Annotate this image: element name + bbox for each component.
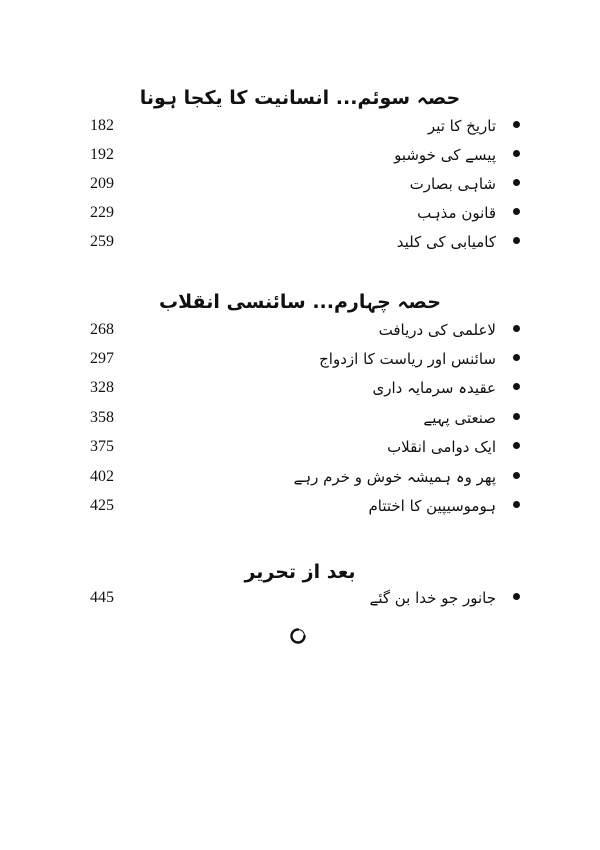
- bullet-icon: [513, 442, 520, 449]
- entry-title: عقیدہ سرمایہ داری: [372, 379, 496, 397]
- bullet-icon: [513, 150, 520, 157]
- entry-title: سائنس اور ریاست کا ازدواج: [319, 350, 496, 368]
- entry-title: صنعتی پہیے: [423, 409, 496, 427]
- entry-title: ہوموسیپین کا اختتام: [368, 497, 496, 515]
- page-number: 259: [90, 233, 114, 250]
- page-number: 229: [90, 204, 114, 221]
- toc-entry[interactable]: [90, 201, 520, 225]
- entry-title: قانون مذہب: [417, 204, 496, 222]
- bullet-icon: [513, 325, 520, 332]
- section-title-afterword: بعد از تحریر: [244, 561, 356, 583]
- section-title-part-4: حصہ چہارم... سائنسی انقلاب: [159, 291, 441, 313]
- entry-title: ایک دوامی انقلاب: [387, 438, 496, 456]
- page-number: 328: [90, 379, 114, 396]
- page-number: 402: [90, 468, 114, 485]
- toc-entry[interactable]: [90, 347, 520, 371]
- toc-entry[interactable]: [90, 230, 520, 254]
- page-number: 268: [90, 321, 114, 338]
- bullet-icon: [513, 208, 520, 215]
- bullet-icon: [513, 413, 520, 420]
- entry-title: تاریخ کا تیر: [427, 117, 496, 135]
- entry-title: شاہی بصارت: [409, 175, 496, 193]
- bullet-icon: [513, 121, 520, 128]
- entry-title: جانور جو خدا بن گئے: [369, 589, 496, 607]
- bullet-icon: [513, 593, 520, 600]
- page-number: 375: [90, 438, 114, 455]
- toc-entry[interactable]: [90, 435, 520, 459]
- toc-entry[interactable]: [90, 465, 520, 489]
- entry-title: پیسے کی خوشبو: [394, 146, 496, 164]
- toc-entry[interactable]: [90, 406, 520, 430]
- toc-entry[interactable]: [90, 143, 520, 167]
- page-number: 297: [90, 350, 114, 367]
- page-number: 209: [90, 175, 114, 192]
- toc-entry[interactable]: [90, 494, 520, 518]
- bullet-icon: [513, 237, 520, 244]
- toc-entry[interactable]: [90, 318, 520, 342]
- toc-entry[interactable]: [90, 114, 520, 138]
- bullet-icon: [513, 383, 520, 390]
- section-title-part-3: حصہ سوئم... انسانیت کا یکجا ہونا: [139, 87, 461, 109]
- page-number: 425: [90, 497, 114, 514]
- bullet-icon: [513, 501, 520, 508]
- bullet-icon: [513, 472, 520, 479]
- entry-title: پھر وہ ہمیشہ خوش و خرم رہے: [293, 468, 496, 486]
- entry-title: کامیابی کی کلید: [396, 233, 496, 251]
- toc-entry[interactable]: [90, 586, 520, 610]
- bullet-icon: [513, 179, 520, 186]
- bullet-icon: [513, 354, 520, 361]
- page-number: 445: [90, 589, 114, 606]
- toc-entry[interactable]: [90, 376, 520, 400]
- crescent-circle-icon: [289, 627, 307, 645]
- entry-title: لاعلمی کی دریافت: [378, 321, 496, 339]
- page-number: 192: [90, 146, 114, 163]
- page-number: 182: [90, 117, 114, 134]
- toc-entry[interactable]: [90, 172, 520, 196]
- page-number: 358: [90, 409, 114, 426]
